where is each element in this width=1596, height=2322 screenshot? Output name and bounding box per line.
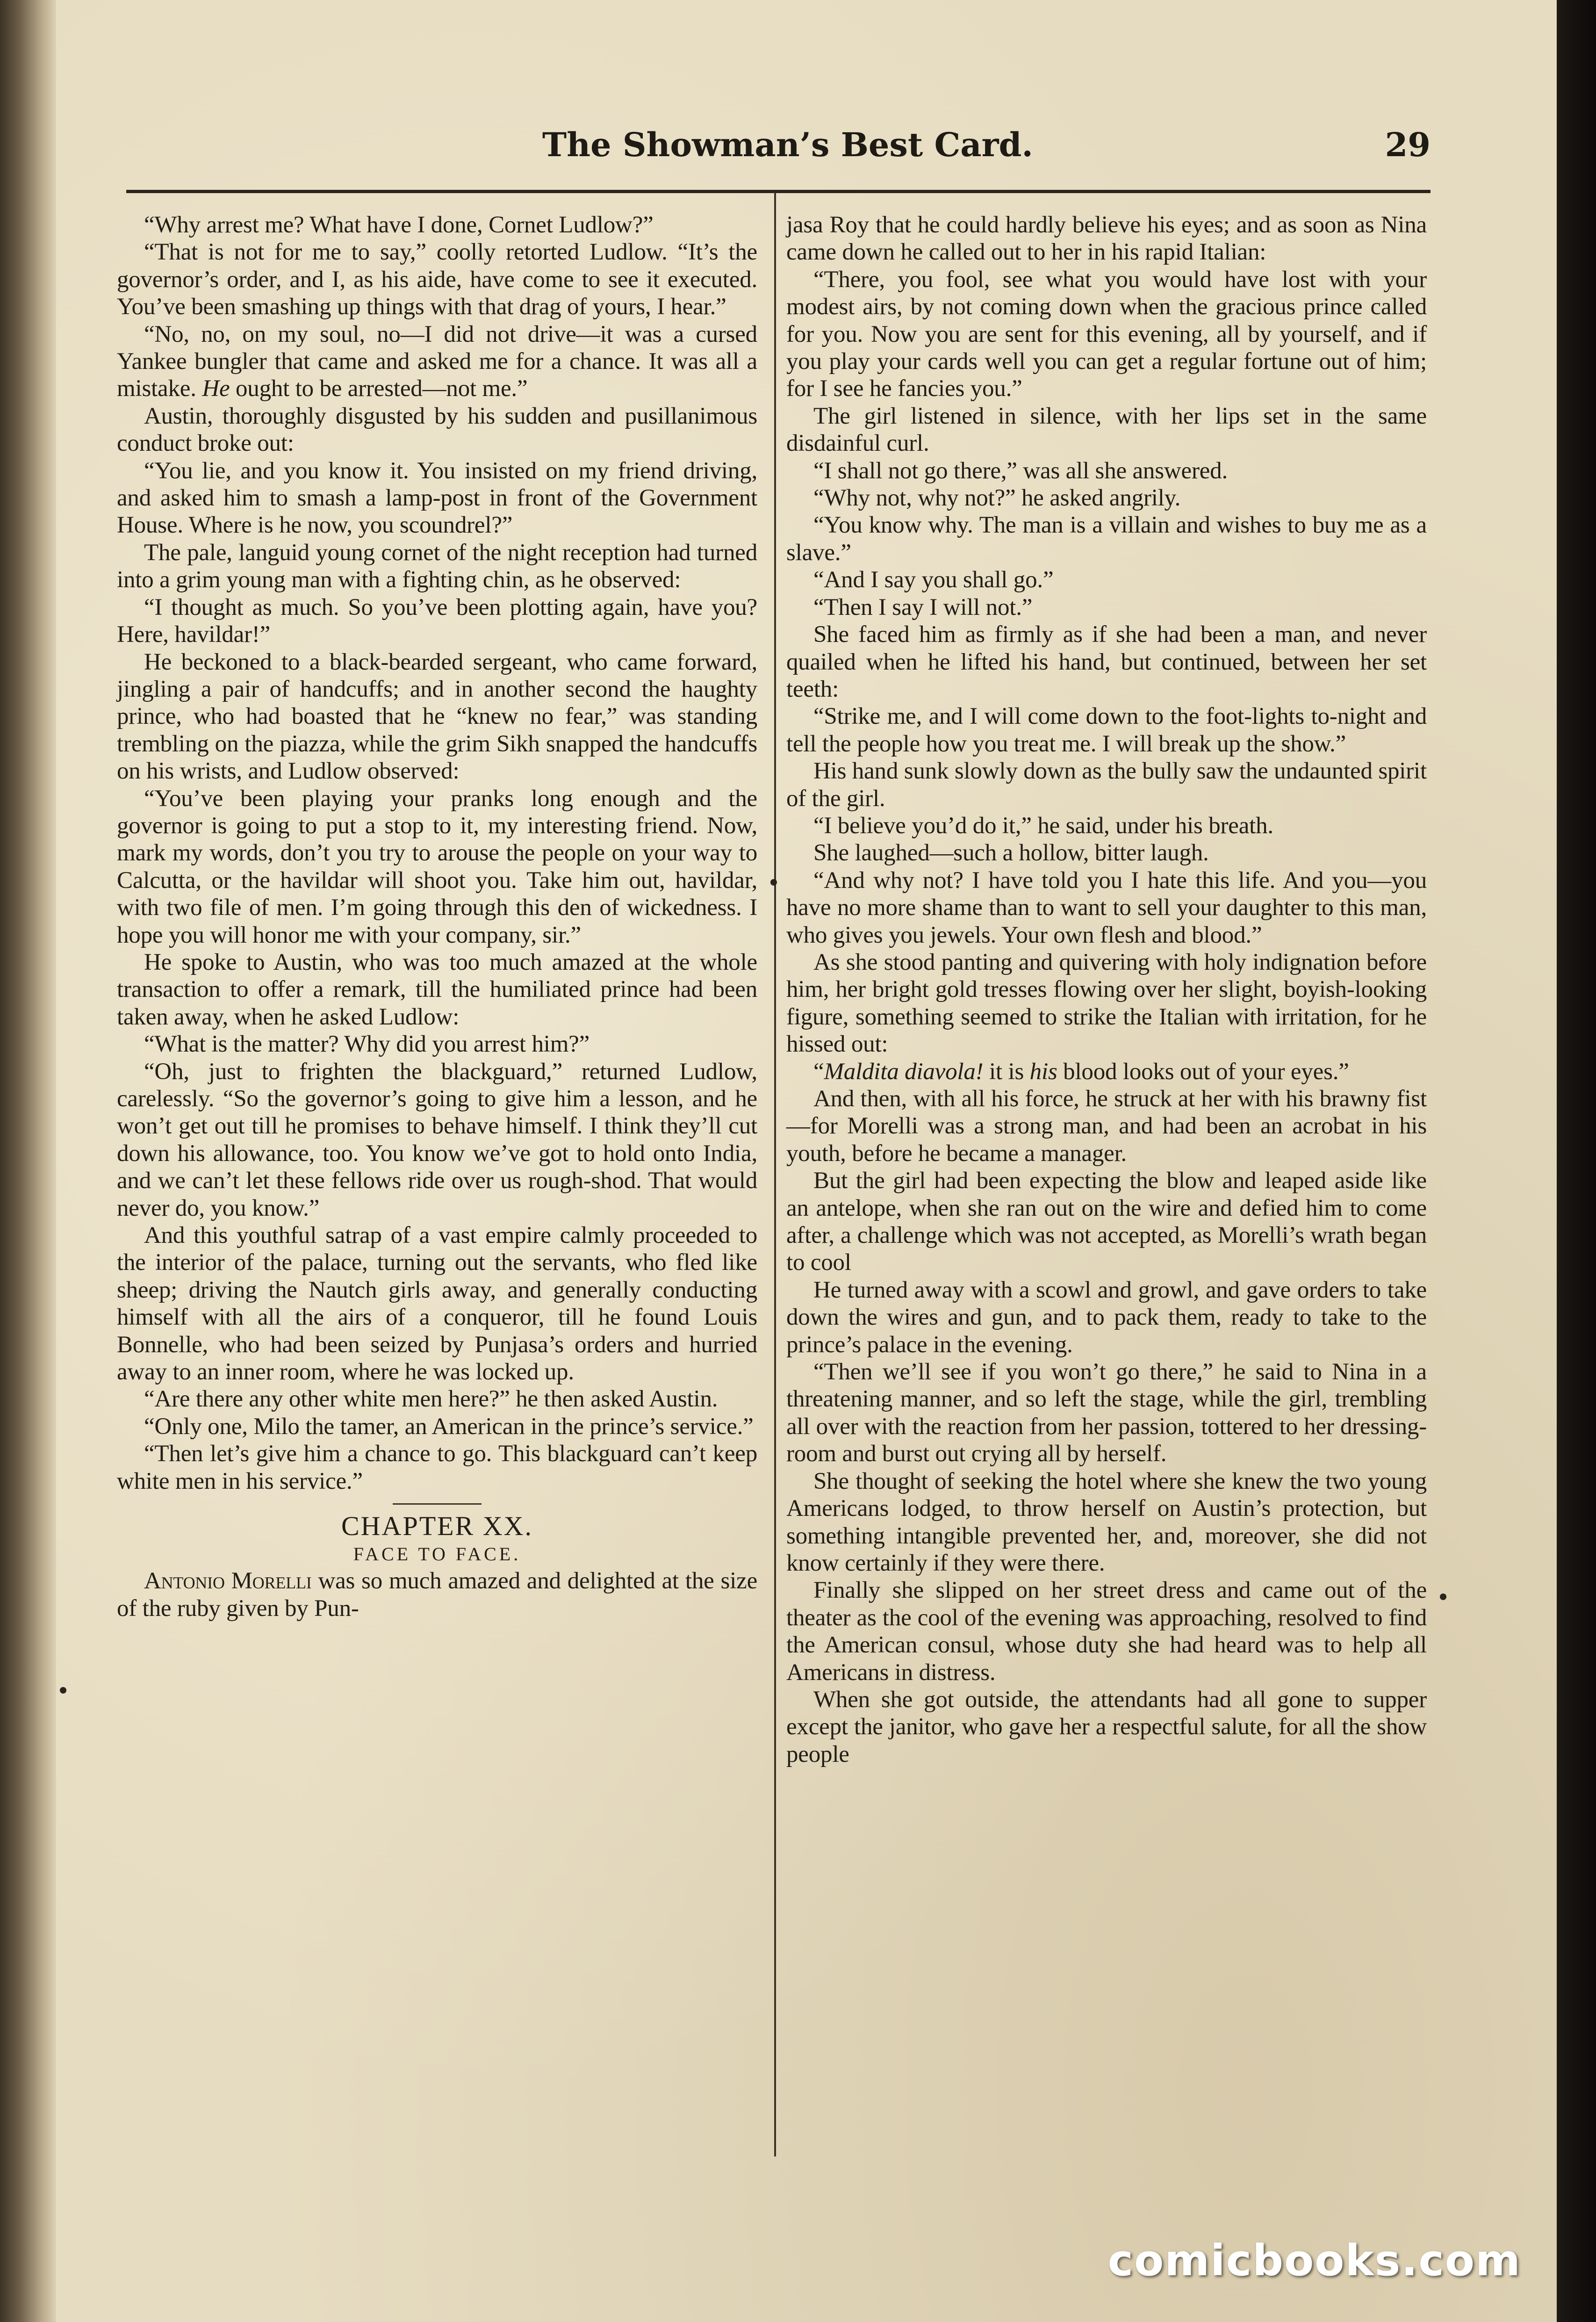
margin-mark <box>770 879 777 886</box>
text-run: “No, no, on my soul, no—I did not drive—it was a cursed Yankee bungler that came and asked me for a chance. It was all a mistake. <box>117 321 757 402</box>
chapter-opening-paragraph <box>117 1567 757 1622</box>
paragraph: She laughed—such a hollow, bitter laugh. <box>813 840 1209 866</box>
site-watermark: comicbooks.com <box>1107 2235 1521 2286</box>
chapter-title: CHAPTER XX. <box>341 1511 533 1542</box>
paragraph: “Are there any other white men here?” he then asked Austin. <box>144 1386 718 1413</box>
paragraph: And then, with all his force, he struck at her with his brawny fist—for Morelli was a strong man, and had been an acrobat in his youth, before he became a manager. <box>786 1086 1427 1167</box>
right-column <box>786 211 1427 1768</box>
text-run: blood looks out of your eyes.” <box>1057 1058 1349 1085</box>
paragraph: She faced him as firmly as if she had been a man, and never quailed when he lifted his hand, but continued, between her set teeth: <box>786 621 1427 702</box>
paragraph: “That is not for me to say,” coolly retorted Ludlow. “It’s the governor’s order, and I, as his aide, have come to see it executed. You’ve been smashing up things with that drag of yours, I hear.” <box>117 239 757 320</box>
running-header <box>122 125 1431 181</box>
paragraph: “And why not? I have told you I hate this life. And you—you have no more shame than to want to sell your daughter to this man, who gives you jewels. Your own flesh and blood.” <box>786 867 1427 948</box>
opening-name: Antonio Morelli <box>144 1568 312 1594</box>
paragraph: “I believe you’d do it,” he said, under his breath. <box>813 812 1273 839</box>
paragraph: The pale, languid young cornet of the night reception had turned into a grim young man with a fighting chin, as he observed: <box>117 539 757 593</box>
running-title: The Showman’s Best Card. <box>542 125 1033 164</box>
paragraph: He turned away with a scowl and growl, and gave orders to take down the wires and gun, and to pack them, ready to take to the prince’s palace in the evening. <box>786 1276 1427 1358</box>
paragraph: And this youthful satrap of a vast empire calmly proceeded to the interior of the palace, turning out the servants, who fled like sheep; driving the Nautch girls away, and generally conducting himself with all the airs of a conqueror, till he found Louis Bonnelle, who had been seized by Punjasa’s orders and hurried away to an inner room, where he was locked up. <box>117 1222 757 1385</box>
italic-text: He <box>202 375 230 402</box>
chapter-subtitle: FACE TO FACE. <box>353 1543 521 1565</box>
paragraph: “Why not, why not?” he asked angrily. <box>813 485 1181 512</box>
paragraph: “Oh, just to frighten the blackguard,” returned Ludlow, carelessly. “So the governor’s going to give him a lesson, and he won’t get out till he promises to behave himself. I think they’ll cut down his allowance, too. You know we’ve got to hold onto India, and we can’t let these fellows ride over us rough-shod. That would never do, you know.” <box>117 1058 757 1221</box>
page-binding-shadow <box>0 0 56 2322</box>
italic-text: his <box>1029 1058 1057 1085</box>
paragraph: Austin, thoroughly disgusted by his sudden and pusillanimous conduct broke out: <box>117 403 757 457</box>
paragraph: But the girl had been expecting the blow and leaped aside like an antelope, when she ran out on the wire and defied him to come after, a challenge which was not accepted, as Morelli’s wrath began to cool <box>786 1168 1427 1276</box>
text-run: it is <box>983 1058 1030 1085</box>
paragraph: “You know why. The man is a villain and wishes to buy me as a slave.” <box>786 512 1427 566</box>
paragraph: “You lie, and you know it. You insisted on my friend driving, and asked him to smash a lamp-post in front of the Government House. Where is he now, you scoundrel?” <box>117 457 757 539</box>
paragraph: “You’ve been playing your pranks long enough and the governor is going to put a stop to it, my interesting friend. Now, mark my words, don’t you try to arouse the people on your way to Calcutta, or the havildar will shoot you. Take him out, havildar, with two file of men. I’m going through this den of wickedness. I hope you will honor me with your company, sir.” <box>117 785 757 948</box>
header-rule <box>126 190 1431 193</box>
text-run: “ <box>813 1058 824 1085</box>
paragraph: “I thought as much. So you’ve been plotting again, have you? Here, havildar!” <box>117 594 757 648</box>
text-run: was so much amazed and delighted at the size of the ruby given by Pun- <box>117 1568 758 1622</box>
margin-mark <box>60 1687 66 1694</box>
paragraph: “Strike me, and I will come down to the foot-lights to-night and tell the people how you treat me. I will break up the show.” <box>786 703 1427 757</box>
paragraph: He beckoned to a black-bearded sergeant, who came forward, jingling a pair of handcuffs; and in another second the haughty prince, who had boasted that he “knew no fear,” was standing trembling on the piazza, while the grim Sikh snapped the handcuffs on his wrists, and Ludlow observed: <box>117 649 757 785</box>
paragraph <box>117 321 757 403</box>
paragraph: He spoke to Austin, who was too much amazed at the whole transaction to offer a remark, till the humiliated prince had been taken away, when he asked Ludlow: <box>117 949 757 1030</box>
paragraph: “There, you fool, see what you would have lost with your modest airs, by not coming down when the gracious prince called for you. Now you are sent for this evening, all by yourself, and if you play your cards well you can get a regular fortune out of him; for I see he fancies you.” <box>786 266 1427 402</box>
margin-mark <box>1440 1594 1446 1600</box>
paragraph: Finally she slipped on her street dress and came out of the theater as the cool of the evening was approaching, resolved to find the American consul, whose duty she had heard was to help all Americans in distress. <box>786 1577 1427 1686</box>
paragraph: “Why arrest me? What have I done, Cornet Ludlow?” <box>144 212 654 238</box>
page-edge-shadow <box>1557 0 1596 2322</box>
text-run: ought to be arrested—not me.” <box>230 375 528 402</box>
paragraph: His hand sunk slowly down as the bully saw the undaunted spirit of the girl. <box>786 758 1427 812</box>
paragraph: The girl listened in silence, with her lips set in the same disdainful curl. <box>786 403 1427 457</box>
chapter-separator <box>393 1503 482 1505</box>
paragraph <box>786 1058 1427 1085</box>
paragraph: She thought of seeking the hotel where she knew the two young Americans lodged, to throw herself on Austin’s protection, but something intangible prevented her, and, moreover, she did not know certainly if they were there. <box>786 1468 1427 1576</box>
paragraph: “And I say you shall go.” <box>813 567 1054 593</box>
italic-text: Maldita diavola! <box>824 1058 984 1085</box>
paragraph: When she got outside, the attendants had all gone to supper except the janitor, who gave her a respectful salute, for all the show people <box>786 1686 1427 1767</box>
column-divider <box>774 193 776 2156</box>
paragraph: “What is the matter? Why did you arrest him?” <box>144 1031 590 1058</box>
left-column <box>117 211 757 1622</box>
paragraph-continuation: jasa Roy that he could hardly believe his eyes; and as soon as Nina came down he called out to her in his rapid Italian: <box>786 212 1427 266</box>
paragraph: “I shall not go there,” was all she answered. <box>813 457 1228 484</box>
paragraph: As she stood panting and quivering with holy indignation before him, her bright gold tresses flowing over her slight, boyish-looking figure, something seemed to strike the Italian with irritation, for he hissed out: <box>786 949 1427 1058</box>
paragraph: “Only one, Milo the tamer, an American in the prince’s service.” <box>144 1413 754 1440</box>
paragraph: “Then I say I will not.” <box>813 594 1033 620</box>
paragraph: “Then let’s give him a chance to go. This blackguard can’t keep white men in his service.” <box>117 1441 757 1494</box>
page-number: 29 <box>1385 125 1431 164</box>
paragraph: “Then we’ll see if you won’t go there,” he said to Nina in a threatening manner, and so left the stage, while the girl, trembling all over with the reaction from her passion, tottered to her dressing-room and burst out crying all by herself. <box>786 1359 1427 1467</box>
